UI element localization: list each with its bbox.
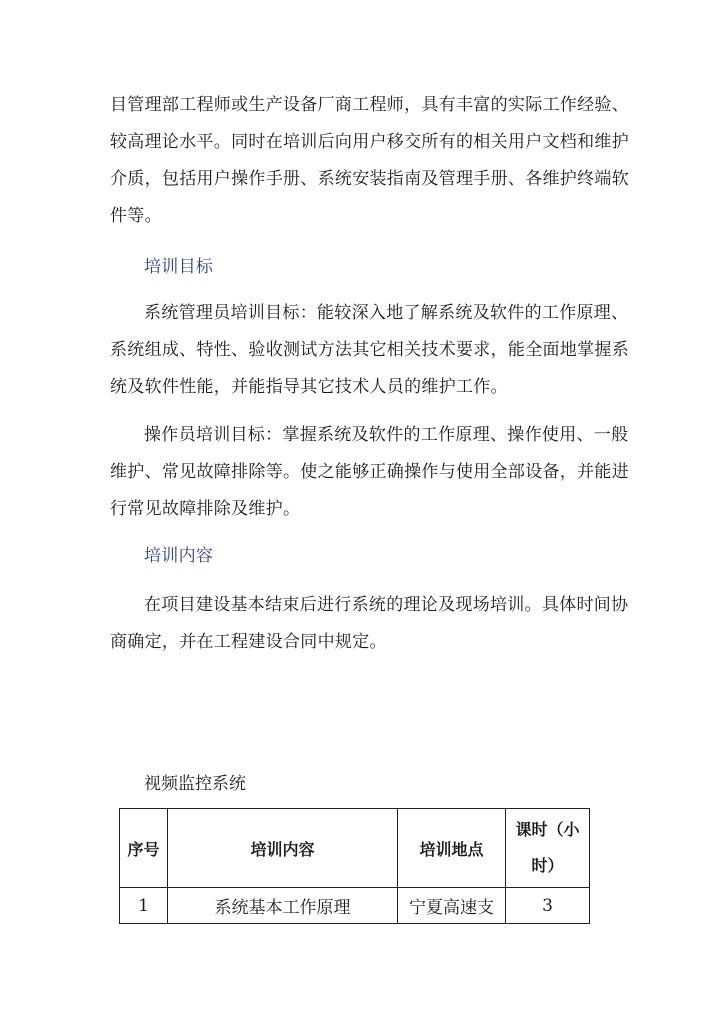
table-caption: 视频监控系统 <box>144 774 246 794</box>
paragraph-line: 操作员培训目标：掌握系统及软件的工作原理、操作使用、一般 <box>144 425 629 445</box>
paragraph-line: 件等。 <box>110 206 162 226</box>
table-header-row <box>120 809 590 888</box>
paragraph-line: 系统组成、特性、验收测试方法其它相关技术要求，能全面地掌握系 <box>110 340 629 360</box>
header-hours-line2: 时） <box>531 856 564 875</box>
cell-location: 宁夏高速支 <box>398 888 506 924</box>
header-location: 培训地点 <box>398 809 506 888</box>
header-content: 培训内容 <box>168 809 398 888</box>
cell-index: 1 <box>120 888 168 924</box>
training-table <box>119 808 590 924</box>
paragraph-line: 商确定，并在工程建设合同中规定。 <box>110 632 387 652</box>
paragraph-line: 行常见故障排除及维护。 <box>110 499 301 519</box>
paragraph-line: 较高理论水平。同时在培训后向用户移交所有的相关用户文档和维护 <box>110 132 629 152</box>
cell-content: 系统基本工作原理 <box>168 888 398 924</box>
paragraph-line: 在项目建设基本结束后进行系统的理论及现场培训。具体时间协 <box>144 595 629 615</box>
paragraph-line: 统及软件性能，并能指导其它技术人员的维护工作。 <box>110 377 508 397</box>
header-index: 序号 <box>120 809 168 888</box>
paragraph-line: 维护、常见故障排除等。使之能够正确操作与使用全部设备，并能进 <box>110 462 629 482</box>
paragraph-line: 系统管理员培训目标：能较深入地了解系统及软件的工作原理、 <box>144 303 629 323</box>
paragraph-line: 介质，包括用户操作手册、系统安装指南及管理手册、各维护终端软 <box>110 169 629 189</box>
header-hours-line1: 课时（小 <box>515 820 580 839</box>
table-row <box>120 888 590 924</box>
paragraph-line: 目管理部工程师或生产设备厂商工程师，具有丰富的实际工作经验、 <box>110 95 629 115</box>
section-heading-training-content: 培训内容 <box>144 546 214 566</box>
header-hours <box>506 809 590 888</box>
cell-hours: 3 <box>506 888 590 924</box>
section-heading-training-goals: 培训目标 <box>144 257 214 277</box>
